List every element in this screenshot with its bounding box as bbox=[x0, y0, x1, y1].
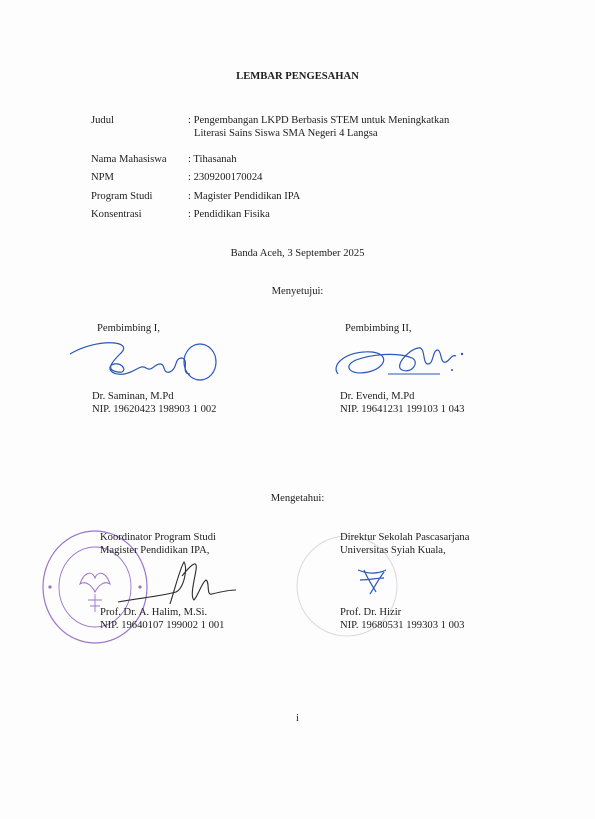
director-nip: NIP. 19680531 199303 1 003 bbox=[340, 620, 465, 631]
director-name: Prof. Dr. Hizir bbox=[340, 607, 402, 618]
coordinator-signature bbox=[110, 552, 240, 612]
nama-label: Nama Mahasiswa bbox=[91, 154, 167, 165]
coordinator-role-line2: Magister Pendidikan IPA, bbox=[100, 545, 210, 556]
konsentrasi-label: Konsentrasi bbox=[91, 209, 142, 220]
supervisor2-signature bbox=[328, 334, 478, 386]
director-role-line1: Direktur Sekolah Pascasarjana bbox=[340, 532, 470, 543]
page-title: LEMBAR PENGESAHAN bbox=[236, 71, 359, 82]
judul-value-line2: Literasi Sains Siswa SMA Negeri 4 Langsa bbox=[194, 128, 378, 139]
judul-label: Judul bbox=[91, 115, 114, 126]
supervisor2-name: Dr. Evendi, M.Pd bbox=[340, 391, 415, 402]
supervisor2-role: Pembimbing II, bbox=[345, 323, 412, 334]
prodi-value: : Magister Pendidikan IPA bbox=[188, 191, 301, 202]
supervisor1-nip: NIP. 19620423 198903 1 002 bbox=[92, 404, 217, 415]
supervisor1-role: Pembimbing I, bbox=[97, 323, 160, 334]
place-date: Banda Aceh, 3 September 2025 bbox=[230, 248, 365, 259]
nama-value: : Tihasanah bbox=[188, 154, 237, 165]
supervisor1-signature bbox=[66, 334, 226, 386]
coordinator-role-line1: Koordinator Program Studi bbox=[100, 532, 216, 543]
konsentrasi-value: : Pendidikan Fisika bbox=[188, 209, 270, 220]
npm-value: : 2309200170024 bbox=[188, 172, 263, 183]
director-signature bbox=[354, 566, 394, 596]
page-number: i bbox=[296, 713, 299, 724]
approved-label: Menyetujui: bbox=[271, 286, 324, 297]
coordinator-nip: NIP. 19640107 199002 1 001 bbox=[100, 620, 225, 631]
prodi-label: Program Studi bbox=[91, 191, 153, 202]
supervisor1-name: Dr. Saminan, M.Pd bbox=[92, 391, 174, 402]
director-role-line2: Universitas Syiah Kuala, bbox=[340, 545, 446, 556]
judul-value-line1: : Pengembangan LKPD Berbasis STEM untuk Meningkatkan bbox=[188, 115, 450, 126]
coordinator-name: Prof. Dr. A. Halim, M.Si. bbox=[100, 607, 208, 618]
npm-label: NPM bbox=[91, 172, 114, 183]
supervisor2-nip: NIP. 19641231 199103 1 043 bbox=[340, 404, 465, 415]
acknowledged-label: Mengetahui: bbox=[270, 493, 325, 504]
